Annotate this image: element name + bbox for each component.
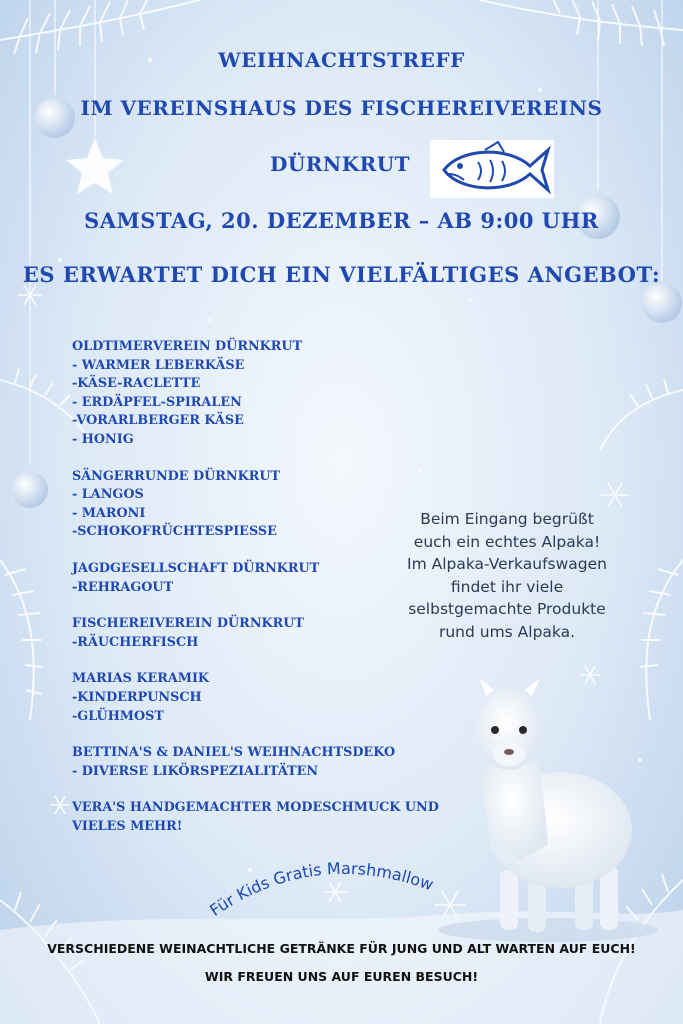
vendor-line: - HONIG [72,431,134,447]
vendor-line: - DIVERSE LIKÖRSPEZIALITÄTEN [72,763,319,779]
vendor-line: - ERDÄPFEL-SPIRALEN [72,394,242,410]
vendor-line: -KINDERPUNSCH [72,689,202,705]
svg-text:Für Kids Gratis Marshmallow [206,859,436,920]
fishing-club-logo [430,140,554,198]
vendor-line: -SCHOKOFRÜCHTESPIESSE [72,524,277,540]
star-ornament-icon [66,138,124,194]
kids-marshmallow-banner [190,842,490,932]
event-location: DÜRNKRUT [270,152,411,176]
vendor-line: OLDTIMERVEREIN DÜRNKRUT [72,339,303,354]
vendor-line: -GLÜHMOST [72,708,164,724]
offer-heading: ES ERWARTET DICH EIN VIELFÄLTIGES ANGEBOT: [22,262,661,287]
vendor-line: - LANGOS [72,487,144,503]
vendor-line: - WARMER LEBERKÄSE [72,357,245,373]
vendor-line: -RÄUCHERFISCH [72,634,199,650]
vendor-line: - MARONI [72,505,146,521]
closing-note: WIR FREUEN UNS AUF EUREN BESUCH! [204,969,479,984]
vendor-line: -REHRAGOUT [72,579,174,595]
vendor-block [72,560,392,597]
vendor-block [72,468,392,542]
vendor-line: JAGDGESELLSCHAFT DÜRNKRUT [72,560,320,576]
alpaca-info-line: Im Alpaka-Verkaufswagen [407,555,607,574]
vendor-line: BETTINA'S & DANIEL'S WEIHNACHTSDEKO [72,745,396,761]
vendor-line: FISCHEREIVEREIN DÜRNKRUT [72,616,304,632]
vendor-line: SÄNGERRUNDE DÜRNKRUT [72,468,281,484]
alpaca-info-line: Beim Eingang begrüßt [420,510,594,528]
vendor-line: MARIAS KERAMIK [72,671,210,687]
event-date: SAMSTAG, 20. DEZEMBER – AB 9:00 UHR [84,208,599,233]
alpaca-info [380,508,634,644]
event-title: WEIHNACHTSTREFF [218,48,465,72]
vendor-block [72,799,439,836]
vendor-line: VERA'S HANDGEMACHTER MODESCHMUCK UND [72,800,439,816]
vendor-line: -KÄSE-RACLETTE [72,376,201,392]
vendor-block [72,744,396,781]
fish-logo-icon [430,140,554,198]
kids-marshmallow-text: Für Kids Gratis Marshmallow [206,858,436,920]
drinks-note: VERSCHIEDENE WEINACHTLICHE GETRÄNKE FÜR JUNG UND ALT WARTEN AUF EUCH! [47,941,636,956]
vendor-line: VIELES MEHR! [72,818,183,834]
vendor-block [72,338,392,450]
alpaca-info-line: findet ihr viele [450,577,564,596]
vendor-block [72,670,392,726]
vendor-line: -VORARLBERGER KÄSE [72,413,244,429]
alpaca-info-line: euch ein echtes Alpaka! [413,532,601,551]
alpaca-info-line: rund ums Alpaka. [438,622,576,641]
alpaca-info-line: selbstgemachte Produkte [408,600,606,619]
vendor-list [72,338,439,854]
event-venue: IM VEREINSHAUS DES FISCHEREIVEREINS [80,96,603,120]
vendor-block [72,615,392,652]
